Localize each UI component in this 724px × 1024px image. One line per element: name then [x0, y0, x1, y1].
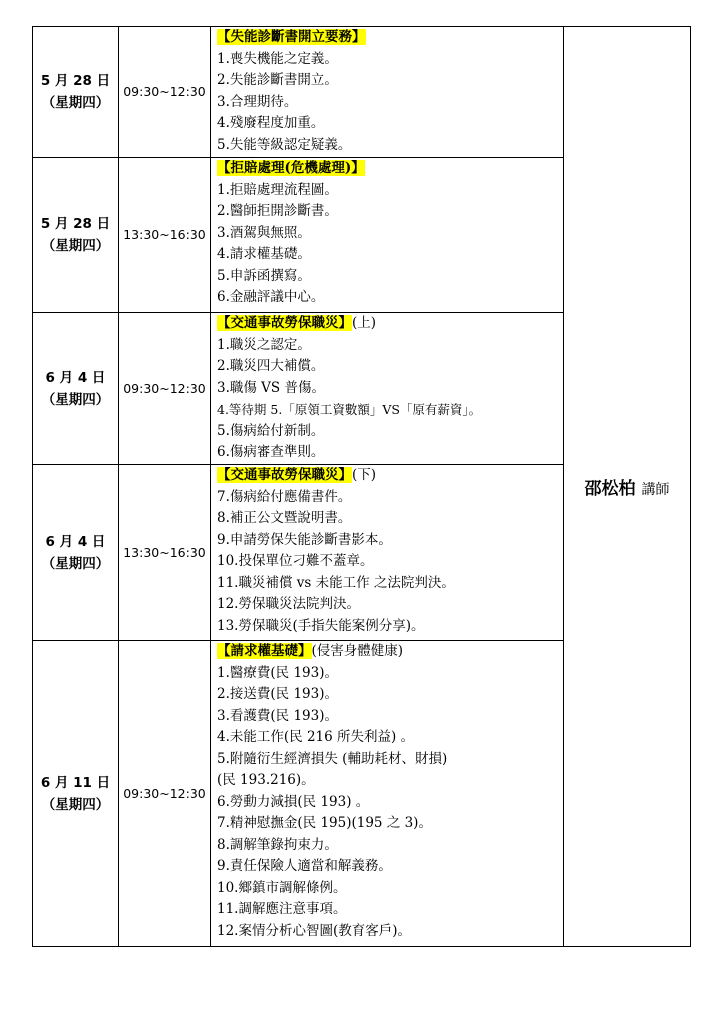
topic-line [217, 641, 563, 663]
topic-title: 【請求權基礎】 [217, 643, 312, 659]
session-time: 09:30~12:30 [123, 84, 206, 99]
topic-suffix: (上) [352, 315, 377, 331]
session-row [33, 27, 691, 158]
date-cell [33, 465, 119, 641]
session-date: 6 月 11 日 [40, 774, 111, 791]
schedule-table [32, 26, 691, 947]
list-item: 12.案情分析心智圖(教育客戶)。 [217, 922, 412, 939]
topic-suffix: (侵害身體健康) [311, 643, 404, 659]
session-date: 5 月 28 日 [40, 216, 111, 232]
session-time: 09:30~12:30 [123, 380, 206, 396]
teacher-cell [564, 27, 691, 947]
session-weekday: （星期四） [41, 796, 110, 813]
date-cell [33, 313, 119, 465]
list-item: 2.失能診斷書開立。 [217, 72, 338, 88]
list-item: 7.精神慰撫金(民 195)(195 之 3)。 [217, 815, 432, 831]
list-item: 11.職災補償 vs 未能工作 之法院判決。 [217, 574, 455, 591]
list-item: 5.傷病給付新制。 [217, 422, 325, 439]
topic-line [217, 158, 563, 180]
topic-line [217, 27, 563, 49]
list-item: 6.金融評議中心。 [217, 289, 325, 305]
session-weekday: （星期四） [41, 555, 110, 572]
list-item: 9.責任保險人適當和解義務。 [217, 858, 392, 874]
date-cell [33, 641, 119, 947]
topic-title: 【交通事故勞保職災】 [217, 467, 352, 483]
list-item: 3.酒駕與無照。 [217, 224, 311, 241]
list-item: 2.職災四大補償。 [217, 358, 325, 374]
list-item: 1.拒賠處理流程圖。 [217, 181, 338, 198]
session-weekday: （星期四） [41, 238, 110, 254]
list-item: 1.職災之認定。 [217, 336, 311, 353]
list-item: 3.看護費(民 193)。 [217, 707, 338, 724]
time-cell [119, 313, 211, 465]
teacher-title: 講師 [641, 482, 670, 498]
topic-title: 【失能診斷書開立要務】 [217, 29, 366, 45]
topic-line [217, 465, 563, 487]
list-item: 4.未能工作(民 216 所失利益) 。 [217, 729, 415, 745]
session-time: 09:30~12:30 [123, 785, 206, 801]
list-item: 2.接送費(民 193)。 [217, 686, 338, 702]
list-item: (民 193.216)。 [217, 772, 315, 788]
content-cell [211, 27, 564, 158]
list-item: 10.鄉鎮市調解條例。 [217, 879, 347, 896]
list-item: 3.職傷 VS 普傷。 [217, 379, 325, 396]
list-item: 5.申訴函撰寫。 [217, 267, 311, 284]
session-date: 6 月 4 日 [45, 533, 106, 550]
content-cell [211, 313, 564, 465]
session-time: 13:30~16:30 [123, 544, 206, 560]
list-item: 13.勞保職災(手指失能案例分享)。 [217, 617, 425, 634]
time-cell [119, 641, 211, 947]
list-item: 2.醫師拒開診斷書。 [217, 203, 338, 219]
date-cell [33, 158, 119, 313]
list-item: 6.勞動力減損(民 193) 。 [217, 793, 370, 810]
session-date: 5 月 28 日 [40, 73, 111, 89]
session-time: 13:30~16:30 [123, 227, 206, 242]
topic-title: 【拒賠處理(危機處理)】 [217, 160, 365, 176]
list-item: 4.等待期 5.「原領工資數額」VS「原有薪資」。 [217, 402, 482, 417]
list-item: 8.調解筆錄拘束力。 [217, 836, 338, 853]
topic-title: 【交通事故勞保職災】 [217, 315, 352, 331]
list-item: 4.請求權基礎。 [217, 246, 311, 262]
session-weekday: （星期四） [41, 391, 110, 408]
time-cell [119, 27, 211, 158]
content-cell [211, 641, 564, 947]
topic-suffix: (下) [352, 467, 377, 483]
list-item: 9.申請勞保失能診斷書影本。 [217, 531, 392, 548]
list-item: 11.調解應注意事項。 [217, 901, 347, 917]
list-item: 3.合理期待。 [217, 93, 298, 110]
time-cell [119, 465, 211, 641]
topic-line [217, 313, 563, 335]
list-item: 6.傷病審查準則。 [217, 444, 325, 460]
list-item: 7.傷病給付應備書件。 [217, 488, 352, 505]
date-cell [33, 27, 119, 158]
content-cell [211, 465, 564, 641]
list-item: 4.殘廢程度加重。 [217, 115, 325, 131]
list-item: 1.醫療費(民 193)。 [217, 664, 338, 681]
time-cell [119, 158, 211, 313]
list-item: 5.失能等級認定疑義。 [217, 136, 352, 153]
session-date: 6 月 4 日 [45, 369, 106, 386]
session-weekday: （星期四） [41, 95, 110, 111]
list-item: 5.附隨衍生經濟損失 (輔助耗材、財損) [217, 750, 448, 767]
list-item: 1.喪失機能之定義。 [217, 50, 338, 67]
list-item: 8.補正公文暨說明書。 [217, 510, 352, 526]
teacher-name: 邵松柏 [584, 479, 636, 499]
content-cell [211, 158, 564, 313]
list-item: 10.投保單位刁難不蓋章。 [217, 553, 374, 569]
list-item: 12.勞保職災法院判決。 [217, 596, 360, 612]
